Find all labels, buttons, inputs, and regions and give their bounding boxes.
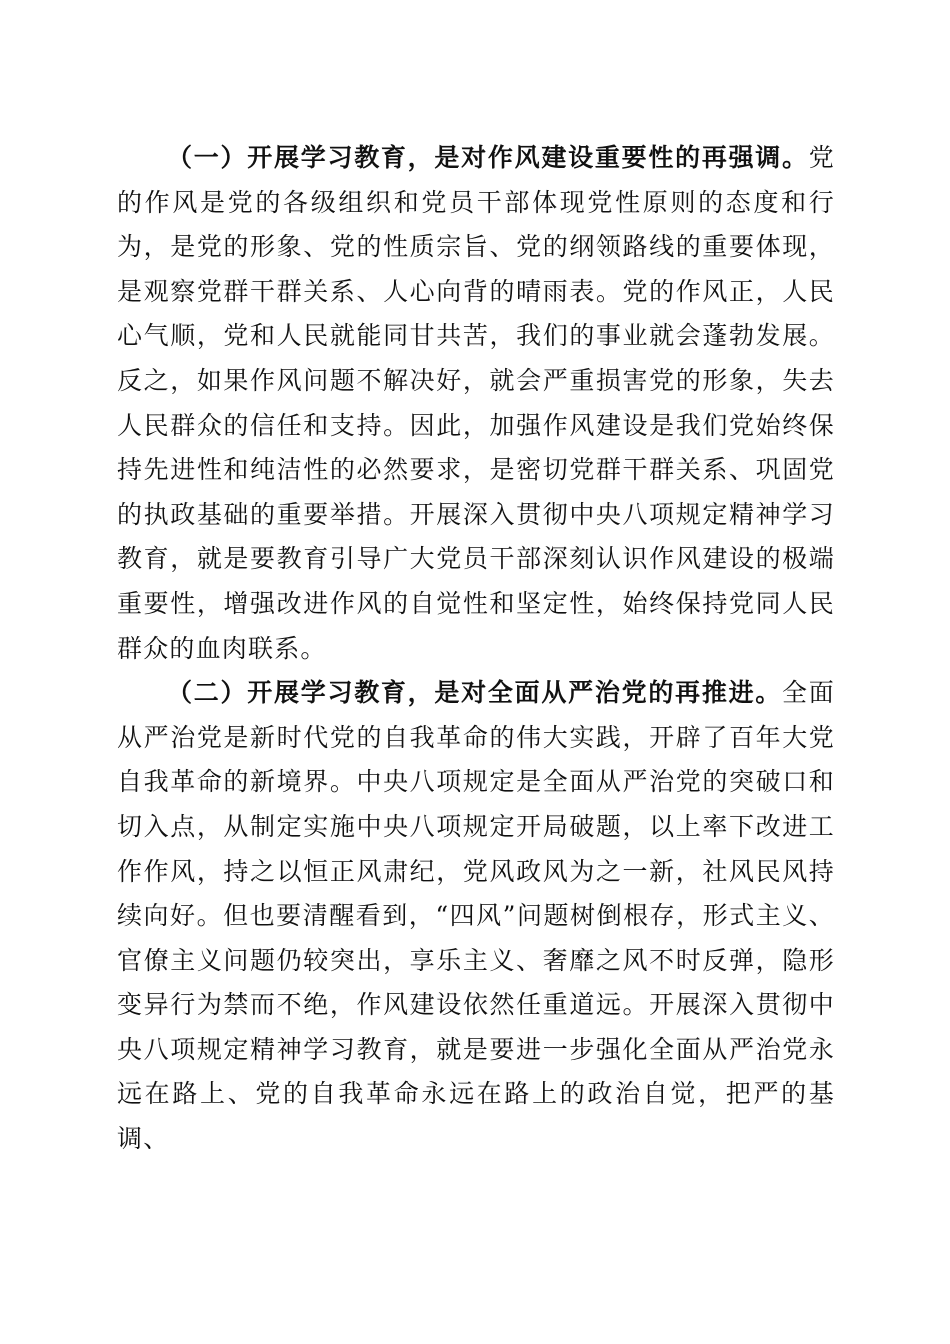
paragraph-2-heading: （二）开展学习教育，是对全面从严治党的再推进。 xyxy=(167,678,783,708)
paragraph-2 xyxy=(117,671,835,1162)
paragraph-2-text: 全面从严治党是新时代党的自我革命的伟大实践，开辟了百年大党自我革命的新境界。中央八项规定是全面从严治党的突破口和切入点，从制定实施中央八项规定开局破题，以上率下改进工作作风，持之以恒正风肃纪，党风政风为之一新，社风民风持续向好。但也要清醒看到，“四风”问题树倒根存，形式主义、官僚主义问题仍较突出，享乐主义、奢靡之风不时反弹，隐形变异行为禁而不绝，作风建设依然任重道远。开展深入贯彻中央八项规定精神学习教育，就是要进一步强化全面从严治党永远在路上、党的自我革命永远在路上的政治自觉，把严的基调、 xyxy=(117,678,835,1154)
paragraph-1-heading: （一）开展学习教育，是对作风建设重要性的再强调。 xyxy=(167,143,809,172)
paragraph-1 xyxy=(117,136,835,671)
document-body xyxy=(117,136,835,1162)
paragraph-1-text: 党的作风是党的各级组织和党员干部体现党性原则的态度和行为，是党的形象、党的性质宗旨、党的纲领路线的重要体现，是观察党群干群关系、人心向背的晴雨表。党的作风正，人民心气顺，党和人民就能同甘共苦，我们的事业就会蓬勃发展。反之，如果作风问题不解决好，就会严重损害党的形象，失去人民群众的信任和支持。因此，加强作风建设是我们党始终保持先进性和纯洁性的必然要求，是密切党群干群关系、巩固党的执政基础的重要举措。开展深入贯彻中央八项规定精神学习教育，就是要教育引导广大党员干部深刻认识作风建设的极端重要性，增强改进作风的自觉性和坚定性，始终保持党同人民群众的血肉联系。 xyxy=(117,143,835,663)
